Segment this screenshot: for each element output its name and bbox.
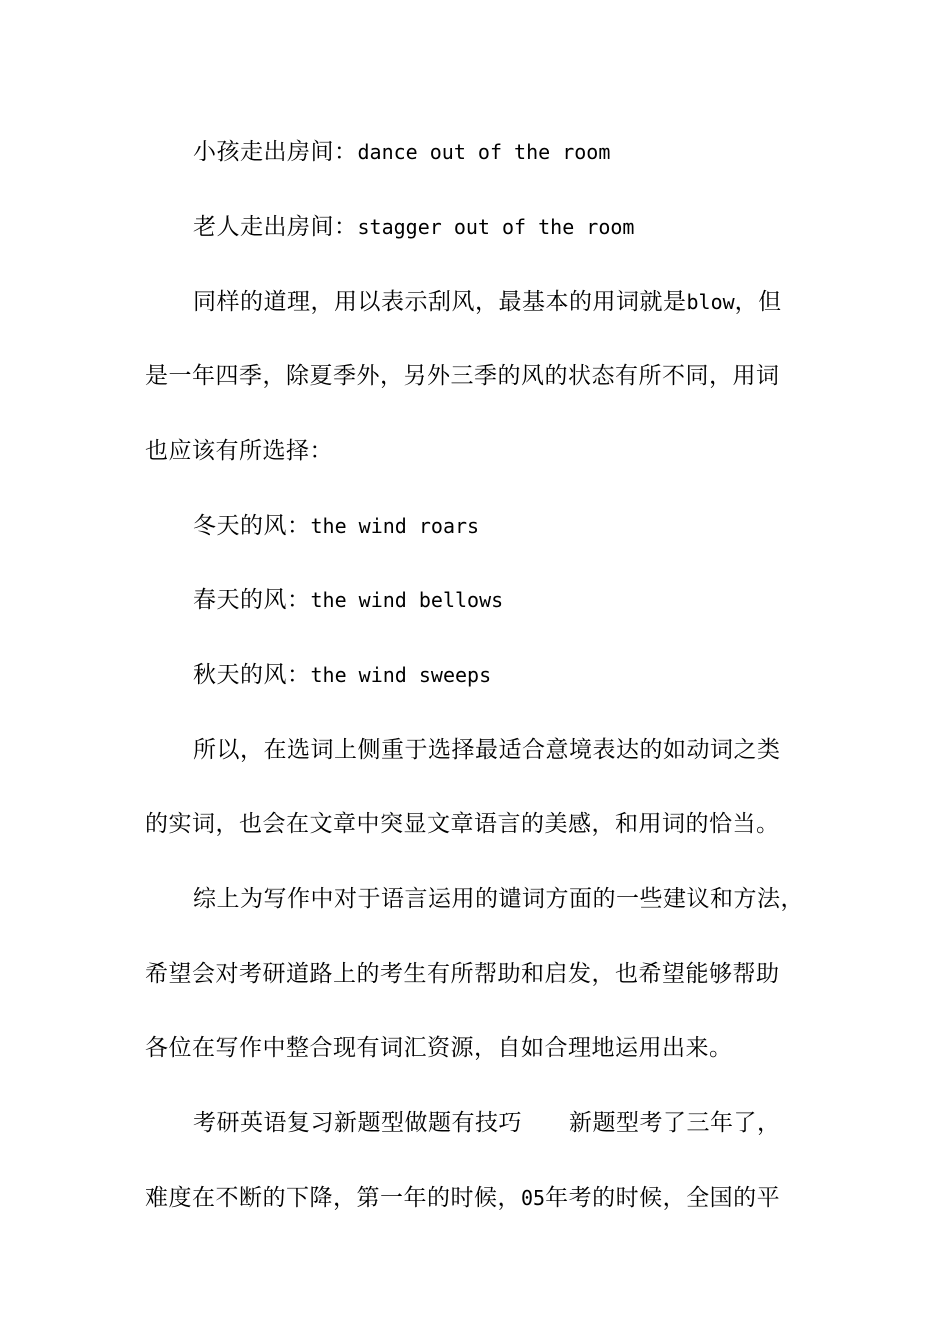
text-line-13	[145, 1033, 733, 1063]
text-en: stagger out of the room	[357, 215, 635, 239]
text-en: 05	[521, 1186, 546, 1210]
text-zh: 也应该有所选择：	[145, 438, 333, 464]
text-line-10	[145, 809, 780, 839]
text-line-5	[145, 436, 333, 466]
text-zh: 老人走出房间：	[193, 214, 358, 240]
text-zh: 各位在写作中整合现有词汇资源，自如合理地运用出来。	[145, 1035, 733, 1061]
text-line-15	[145, 1183, 780, 1213]
text-zh: 所以，在选词上侧重于选择最适合意境表达的如动词之类	[193, 737, 781, 763]
text-zh: 冬天的风：	[193, 513, 311, 539]
text-en: the wind roars	[310, 514, 480, 538]
text-zh: 希望会对考研道路上的考生有所帮助和启发，也希望能够帮助	[145, 961, 780, 987]
text-line-7	[193, 585, 503, 615]
text-en: the wind sweeps	[310, 663, 492, 687]
text-line-11	[193, 884, 804, 914]
text-line-4	[145, 361, 780, 391]
text-line-3	[193, 287, 782, 317]
text-zh: ，但	[734, 289, 782, 315]
text-zh: 的实词，也会在文章中突显文章语言的美感，和用词的恰当。	[145, 811, 780, 837]
text-zh: 小孩走出房间：	[193, 139, 358, 165]
text-line-2	[193, 212, 634, 242]
text-line-8	[193, 660, 491, 690]
text-zh: 春天的风：	[193, 587, 311, 613]
text-line-6	[193, 511, 479, 541]
text-en: dance out of the room	[357, 140, 611, 164]
text-zh: 同样的道理，用以表示刮风，最基本的用词就是	[193, 289, 687, 315]
text-zh: 难度在不断的下降，第一年的时候，	[145, 1185, 521, 1211]
text-zh: 考研英语复习新题型做题有技巧 新题型考了三年了，	[193, 1110, 781, 1136]
text-zh: 是一年四季，除夏季外，另外三季的风的状态有所不同，用词	[145, 363, 780, 389]
text-en: the wind bellows	[310, 588, 504, 612]
text-line-12	[145, 959, 780, 989]
text-zh: 综上为写作中对于语言运用的谴词方面的一些建议和方法，	[193, 886, 804, 912]
text-line-14	[193, 1108, 781, 1138]
text-en: blow	[686, 290, 735, 314]
text-line-1	[193, 137, 610, 167]
text-zh: 秋天的风：	[193, 662, 311, 688]
text-zh: 年考的时候，全国的平	[545, 1185, 781, 1211]
text-line-9	[193, 735, 781, 765]
